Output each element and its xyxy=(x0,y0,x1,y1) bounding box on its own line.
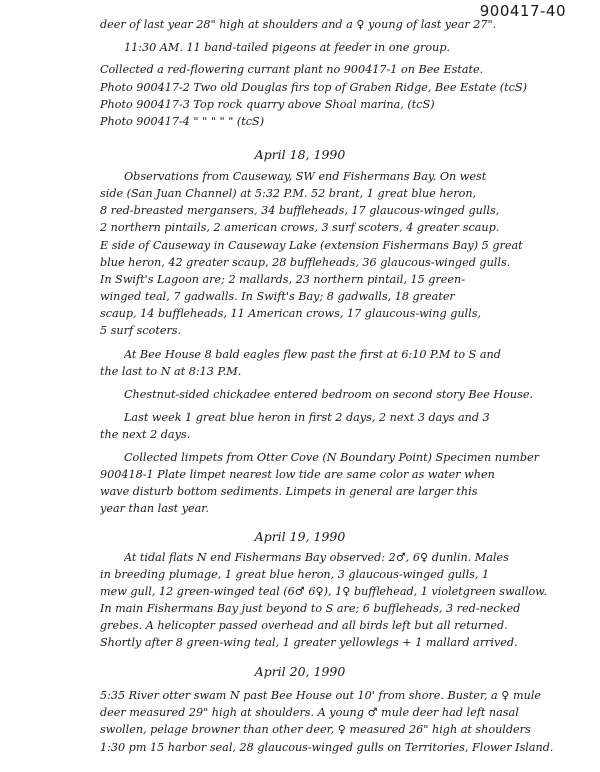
date-heading: April 18, 1990 xyxy=(254,147,346,162)
text-line: At Bee House 8 bald eagles flew past the first at 6:10 P.M to S and xyxy=(124,348,501,361)
text-line: Observations from Causeway, SW end Fishermans Bay. On west xyxy=(124,170,487,183)
text-line: blue heron, 42 greater scaup, 28 buffleheads, 36 glaucous-winged gulls. xyxy=(100,256,511,269)
date-heading: April 20, 1990 xyxy=(254,664,346,679)
text-line: wave disturb bottom sediments. Limpets in general are larger this xyxy=(100,485,478,498)
text-line: 8 red-breasted mergansers, 34 buffleheads, 17 glaucous-winged gulls, xyxy=(100,204,500,217)
text-line: Collected a red-flowering currant plant no 900417-1 on Bee Estate. xyxy=(100,63,484,76)
text-line: In main Fishermans Bay just beyond to S are; 6 buffleheads, 3 red-necked xyxy=(100,602,521,615)
text-line: Last week 1 great blue heron in first 2 days, 2 next 3 days and 3 xyxy=(124,411,490,424)
text-line: the next 2 days. xyxy=(100,428,191,441)
text-line: In Swift's Lagoon are; 2 mallards, 23 northern pintail, 15 green- xyxy=(100,273,466,286)
text-line: Photo 900417-3 Top rock quarry above Shoal marina, (tcS) xyxy=(100,98,435,111)
text-line: year than last year. xyxy=(100,502,209,515)
page-number: 900417-40 xyxy=(479,2,566,20)
text-line: Shortly after 8 green-wing teal, 1 greater yellowlegs + 1 mallard arrived. xyxy=(100,636,518,649)
text-line: deer measured 29" high at shoulders. A young ♂ mule deer had left nasal xyxy=(100,706,519,719)
text-line: 900418-1 Plate limpet nearest low tide are same color as water when xyxy=(100,468,495,481)
text-line: scaup, 14 buffleheads, 11 American crows, 17 glaucous-wing gulls, xyxy=(100,307,482,320)
text-line: 5:35 River otter swam N past Bee House out 10' from shore. Buster, a ♀ mule xyxy=(100,689,542,702)
text-line: winged teal, 7 gadwalls. In Swift's Bay; 8 gadwalls, 18 greater xyxy=(100,290,455,303)
text-line: the last to N at 8:13 P.M. xyxy=(100,365,242,378)
text-line: 2 northern pintails, 2 american crows, 3 surf scoters, 4 greater scaup. xyxy=(100,221,500,234)
text-line: in breeding plumage, 1 great blue heron, 3 glaucous-winged gulls, 1 xyxy=(100,568,490,581)
text-line: mew gull, 12 green-winged teal (6♂ 6♀), 1♀ bufflehead, 1 violetgreen swallow. xyxy=(100,585,547,598)
text-line: Collected limpets from Otter Cove (N Boundary Point) Specimen number xyxy=(124,451,539,464)
text-line: 5 surf scoters. xyxy=(100,324,182,337)
text-line: 11:30 AM. 11 band-tailed pigeons at feeder in one group. xyxy=(124,41,451,54)
text-line: Photo 900417-4 " " " " " (tcS) xyxy=(100,115,265,128)
text-line: grebes. A helicopter passed overhead and all birds left but all returned. xyxy=(100,619,508,632)
text-line: 1:30 pm 15 harbor seal, 28 glaucous-winged gulls on Territories, Flower Island. xyxy=(100,741,554,754)
text-line: deer of last year 28" high at shoulders and a ♀ young of last year 27". xyxy=(100,18,497,31)
text-line: E side of Causeway in Causeway Lake (extension Fishermans Bay) 5 great xyxy=(100,239,523,252)
date-heading: April 19, 1990 xyxy=(254,529,346,544)
text-line: Photo 900417-2 Two old Douglas firs top of Graben Ridge, Bee Estate (tcS) xyxy=(100,81,527,94)
text-line: At tidal flats N end Fishermans Bay observed: 2♂, 6♀ dunlin. Males xyxy=(124,551,509,564)
text-line: Chestnut-sided chickadee entered bedroom on second story Bee House. xyxy=(124,388,534,401)
text-line: swollen, pelage browner than other deer, ♀ measured 26" high at shoulders xyxy=(100,723,531,736)
text-line: side (San Juan Channel) at 5:32 P.M. 52 brant, 1 great blue heron, xyxy=(100,187,477,200)
